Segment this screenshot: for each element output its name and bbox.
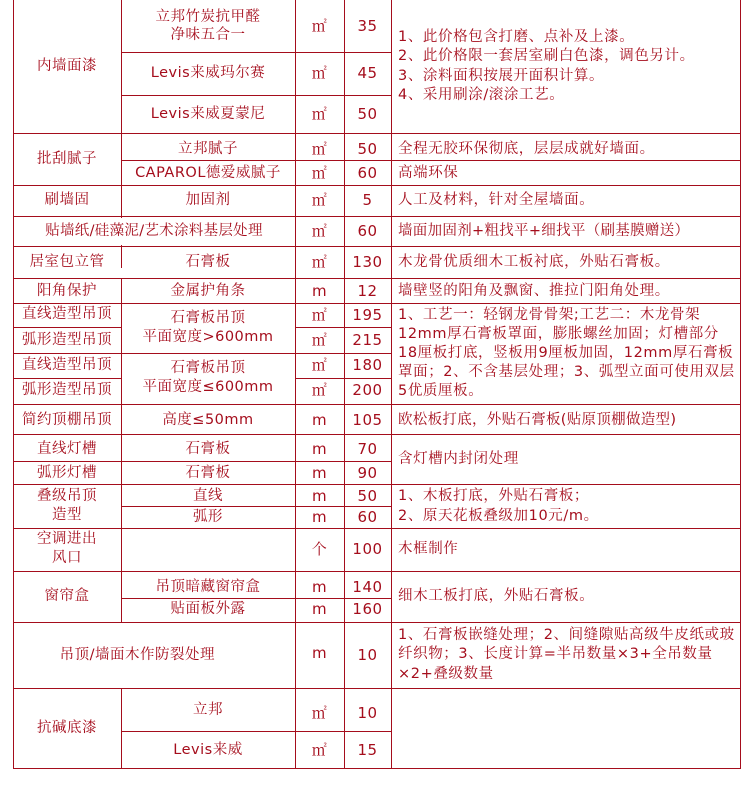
product-cell: 石膏板吊顶 平面宽度≤600mm: [142, 360, 274, 395]
category-cell: 居室包立管: [29, 254, 105, 270]
product-cell: 木作防裂处理: [125, 646, 215, 663]
product-cell: 石膏板: [185, 464, 231, 481]
product-cell: 高度≤50mm: [162, 411, 254, 428]
note-cell: 墙壁竖的阳角及飘窗、推拉门阳角处理。: [398, 282, 670, 299]
category-cell: 叠级吊顶 造型: [37, 488, 97, 523]
price-cell: 215: [352, 330, 383, 349]
note-cell: 1、石膏板嵌缝处理；2、间缝隙贴高级牛皮纸或玻纤织物；3、长度计算=半吊数量×3+全吊数量×2+叠级数量: [398, 626, 735, 682]
unit-cell: ㎡: [311, 740, 328, 759]
price-cell: 50: [357, 104, 378, 123]
product-cell: 吊顶暗藏窗帘盒: [155, 578, 261, 595]
unit-cell: m: [311, 577, 328, 596]
category-cell: 空调进出 风口: [37, 531, 97, 566]
price-cell: 160: [352, 599, 383, 618]
product-cell: Levis来威玛尔赛: [150, 65, 266, 81]
price-cell: 70: [357, 439, 378, 458]
category-cell: 弧形灯槽: [37, 464, 97, 481]
category-cell: 弧形造型吊顶: [22, 331, 112, 348]
product-cell: 弧形: [193, 508, 223, 525]
product-cell: 石膏板: [185, 254, 231, 270]
unit-cell: m: [311, 486, 328, 505]
price-cell: 195: [352, 305, 383, 324]
category-cell: 窗帘盒: [44, 587, 90, 604]
product-cell: 直线: [193, 487, 223, 504]
unit-cell: m: [311, 507, 328, 526]
product-cell: 石膏板: [185, 440, 231, 457]
category-cell: 弧形造型吊顶: [22, 381, 112, 398]
product-cell: 立邦: [193, 701, 223, 718]
price-cell: 50: [357, 486, 378, 505]
unit-cell: ㎡: [311, 16, 328, 35]
product-cell: 立邦竹炭抗甲醛 净味五合一: [155, 9, 261, 43]
note-cell: 1、工艺一：轻钢龙骨骨架;工艺二：木龙骨架12mm厚石膏板罩面，膨胀螺丝加固；灯槽部分18厘板打底，竖板用9厘板加固，12mm厚石膏板罩面；2、不含基层处理；3、弧型立面可使用双层5优质厘板。: [398, 306, 735, 399]
price-cell: 10: [357, 645, 378, 664]
unit-cell: m: [311, 281, 328, 300]
price-cell: 60: [357, 507, 378, 526]
unit-cell: ㎡: [311, 703, 328, 722]
note-cell: 欧松板打底，外贴石膏板(贴原顶棚做造型): [398, 411, 677, 428]
price-cell: 35: [357, 16, 378, 35]
unit-cell: ㎡: [311, 355, 328, 374]
product-cell: 立邦腻子: [178, 140, 238, 157]
unit-cell: m: [311, 463, 328, 482]
price-cell: 180: [352, 355, 383, 374]
unit-cell: m: [311, 439, 328, 458]
product-cell: 金属护角条: [170, 282, 246, 299]
category-cell: 贴墙纸/硅藻泥/艺术涂料基层处理: [45, 222, 263, 239]
price-cell: 130: [352, 253, 383, 271]
category-cell: 阳角保护: [37, 282, 97, 299]
unit-cell: ㎡: [311, 305, 328, 324]
price-cell: 140: [352, 577, 383, 596]
price-cell: 45: [357, 64, 378, 82]
note-cell: 人工及材料，针对全屋墙面。: [398, 192, 595, 208]
price-cell: 60: [357, 164, 378, 182]
price-cell: 12: [357, 281, 378, 300]
unit-cell: ㎡: [311, 191, 328, 209]
product-cell: CAPAROL德爱威腻子: [135, 165, 281, 181]
category-cell: 内墙面漆: [37, 58, 97, 74]
unit-cell: ㎡: [311, 139, 328, 158]
note-cell: 墙面加固剂+粗找平+细找平（刷基膜赠送）: [398, 222, 690, 239]
unit-cell: 个: [311, 539, 328, 558]
unit-cell: ㎡: [311, 380, 328, 399]
unit-cell: m: [311, 410, 328, 429]
price-cell: 100: [352, 539, 383, 558]
product-cell: 加固剂: [185, 192, 231, 208]
product-cell: Levis来威: [173, 741, 243, 758]
category-cell: 吊顶/墙面: [59, 646, 125, 663]
note-cell: 木框制作: [398, 540, 459, 557]
unit-cell: ㎡: [311, 221, 328, 240]
unit-cell: ㎡: [311, 104, 328, 123]
note-cell: 含灯槽内封闭处理: [398, 450, 519, 467]
unit-cell: m: [311, 643, 328, 662]
product-cell: 石膏板吊顶 平面宽度>600mm: [142, 310, 274, 345]
price-cell: 200: [352, 380, 383, 399]
unit-cell: ㎡: [311, 164, 328, 182]
note-cell: 1、木板打底，外贴石膏板； 2、原天花板叠级加10元/m。: [398, 488, 599, 524]
price-cell: 105: [352, 410, 383, 429]
category-cell: 简约顶棚吊顶: [22, 411, 112, 428]
unit-cell: ㎡: [311, 253, 328, 271]
price-cell: 5: [362, 191, 373, 209]
category-cell: 直线造型吊顶: [22, 305, 112, 322]
product-cell: 贴面板外露: [170, 600, 246, 617]
price-cell: 50: [357, 139, 378, 158]
note-cell: 木龙骨优质细木工板衬底，外贴石膏板。: [398, 254, 670, 270]
note-cell: 细木工板打底，外贴石膏板。: [398, 587, 595, 604]
unit-cell: ㎡: [311, 64, 328, 82]
price-cell: 90: [357, 463, 378, 482]
unit-cell: m: [311, 599, 328, 618]
price-cell: 60: [357, 221, 378, 240]
note-cell: 高端环保: [398, 165, 459, 181]
price-cell: 15: [357, 740, 378, 759]
category-cell: 抗碱底漆: [37, 719, 97, 736]
category-cell: 直线造型吊顶: [22, 356, 112, 373]
category-cell: 批刮腻子: [37, 150, 97, 167]
category-cell: 直线灯槽: [37, 440, 97, 457]
price-cell: 10: [357, 703, 378, 722]
unit-cell: ㎡: [311, 330, 328, 349]
note-cell: 全程无胶环保彻底，层层成就好墙面。: [398, 140, 655, 157]
note-cell: 1、此价格包含打磨、点补及上漆。 2、此价格限一套居室刷白色漆，调色另计。 3、涂料面积按展开面积计算。 4、采用刷涂/滚涂工艺。: [398, 28, 695, 103]
product-cell: Levis来威夏蒙尼: [150, 105, 266, 122]
category-cell: 刷墙固: [44, 192, 90, 208]
